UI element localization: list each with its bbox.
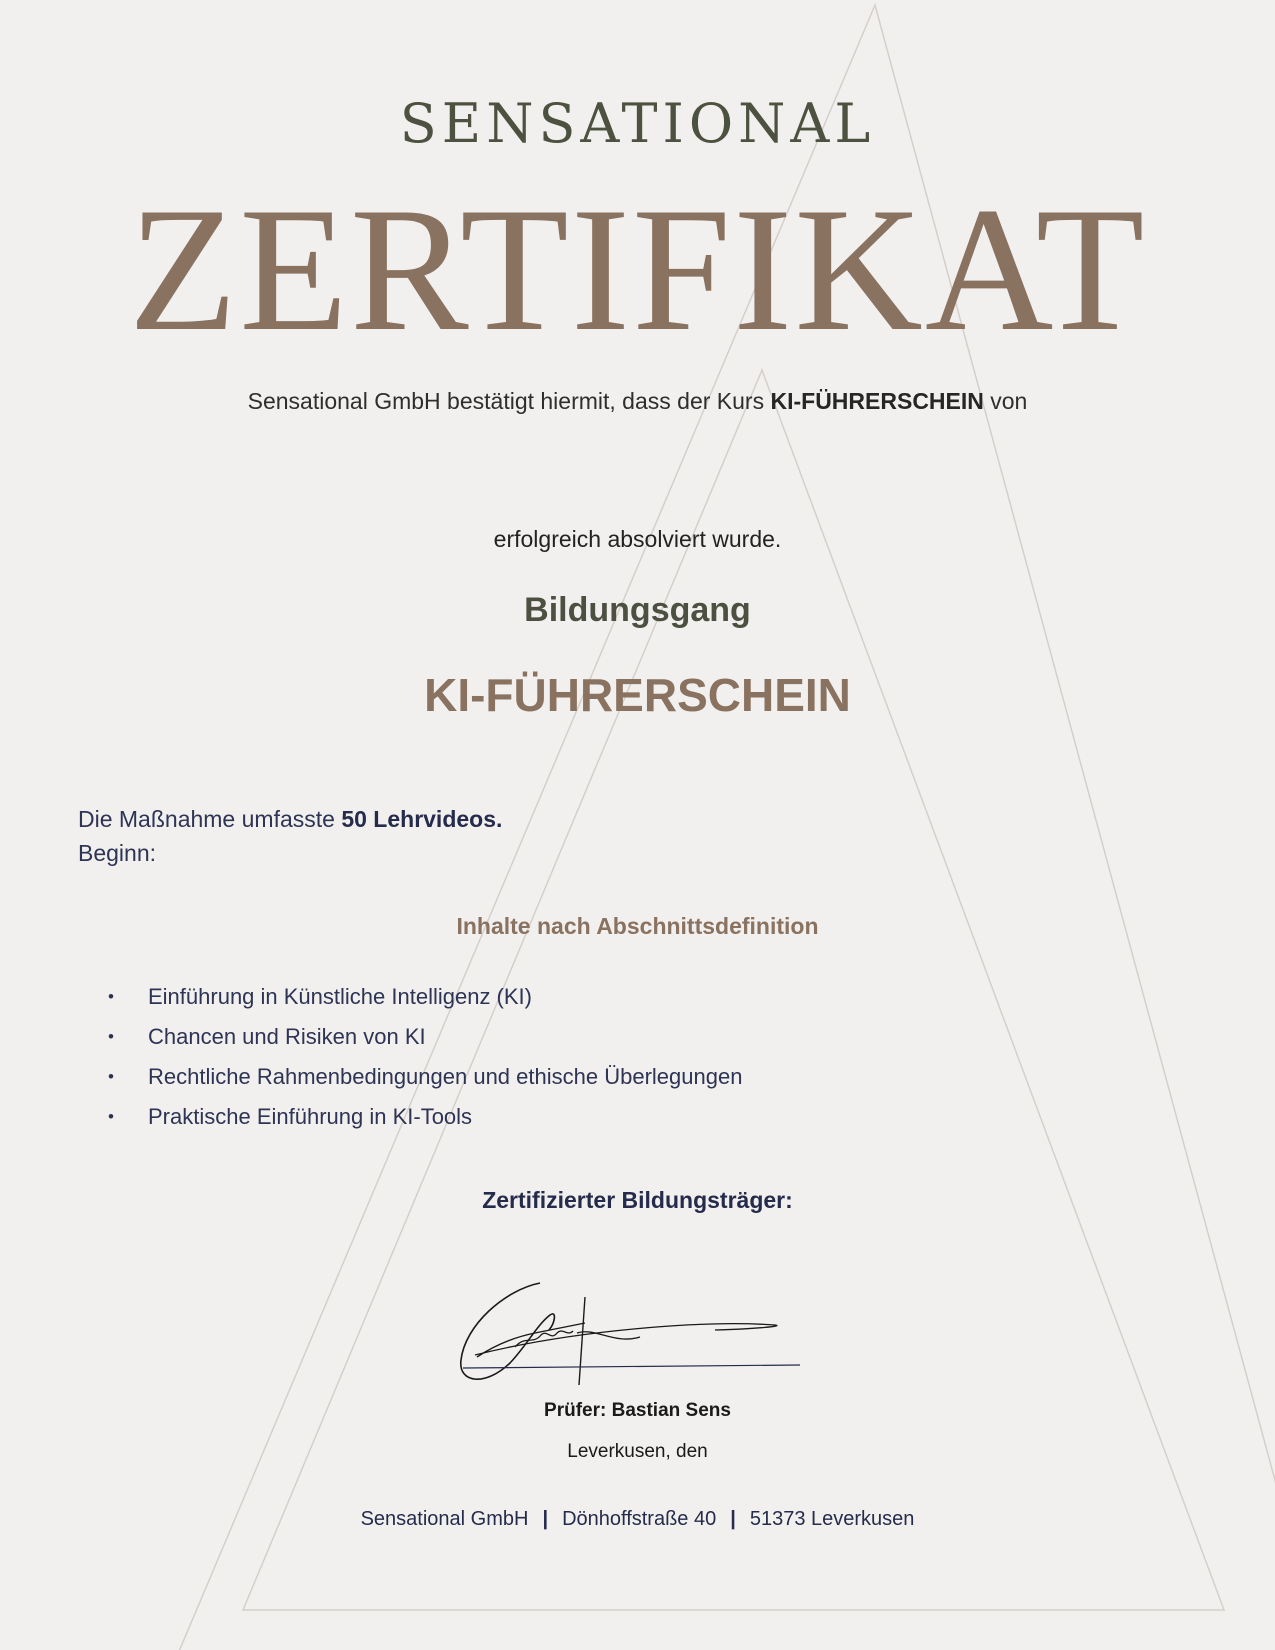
start-label: Beginn: — [78, 840, 157, 866]
measure-count: 50 Lehrvideos. — [341, 806, 503, 832]
topics-list — [108, 985, 742, 1145]
provider-label: Zertifizierter Bildungsträger: — [482, 1187, 793, 1213]
certificate-title: ZERTIFIKAT — [128, 170, 1147, 368]
brand-logo: SENSATIONAL — [399, 92, 876, 155]
contents-heading: Inhalte nach Abschnittsdefinition — [456, 913, 819, 939]
list-item: • Einführung in Künstliche Intelligenz (KI) — [108, 985, 742, 1025]
measure-text: Die Maßnahme umfasste — [78, 806, 342, 832]
measure-block — [78, 802, 502, 870]
list-item: • Praktische Einführung in KI-Tools — [108, 1105, 742, 1145]
completion-text: erfolgreich absolviert wurde. — [493, 526, 782, 552]
intro-course: KI-FÜHRERSCHEIN — [770, 388, 984, 414]
footer-company: Sensational GmbH — [360, 1508, 529, 1530]
footer-city: 51373 Leverkusen — [749, 1508, 915, 1530]
footer-separator: | — [730, 1508, 736, 1530]
course-name: KI-FÜHRERSCHEIN — [424, 669, 851, 721]
signature — [455, 1275, 815, 1400]
intro-sentence — [0, 388, 1275, 415]
intro-after: von — [983, 388, 1028, 414]
program-label: Bildungsgang — [524, 591, 751, 629]
place-date: Leverkusen, den — [567, 1441, 708, 1462]
footer-address — [0, 1508, 1275, 1531]
examiner-name: Prüfer: Bastian Sens — [544, 1400, 731, 1421]
footer-separator: | — [542, 1508, 549, 1530]
footer-street: Dönhoffstraße 40 — [562, 1508, 717, 1530]
measure-line — [78, 802, 502, 836]
list-item: • Chancen und Risiken von KI — [108, 1025, 742, 1065]
intro-text: Sensational GmbH bestätigt hiermit, dass der Kurs — [247, 388, 771, 414]
list-item: • Rechtliche Rahmenbedingungen und ethische Überlegungen — [108, 1065, 742, 1105]
